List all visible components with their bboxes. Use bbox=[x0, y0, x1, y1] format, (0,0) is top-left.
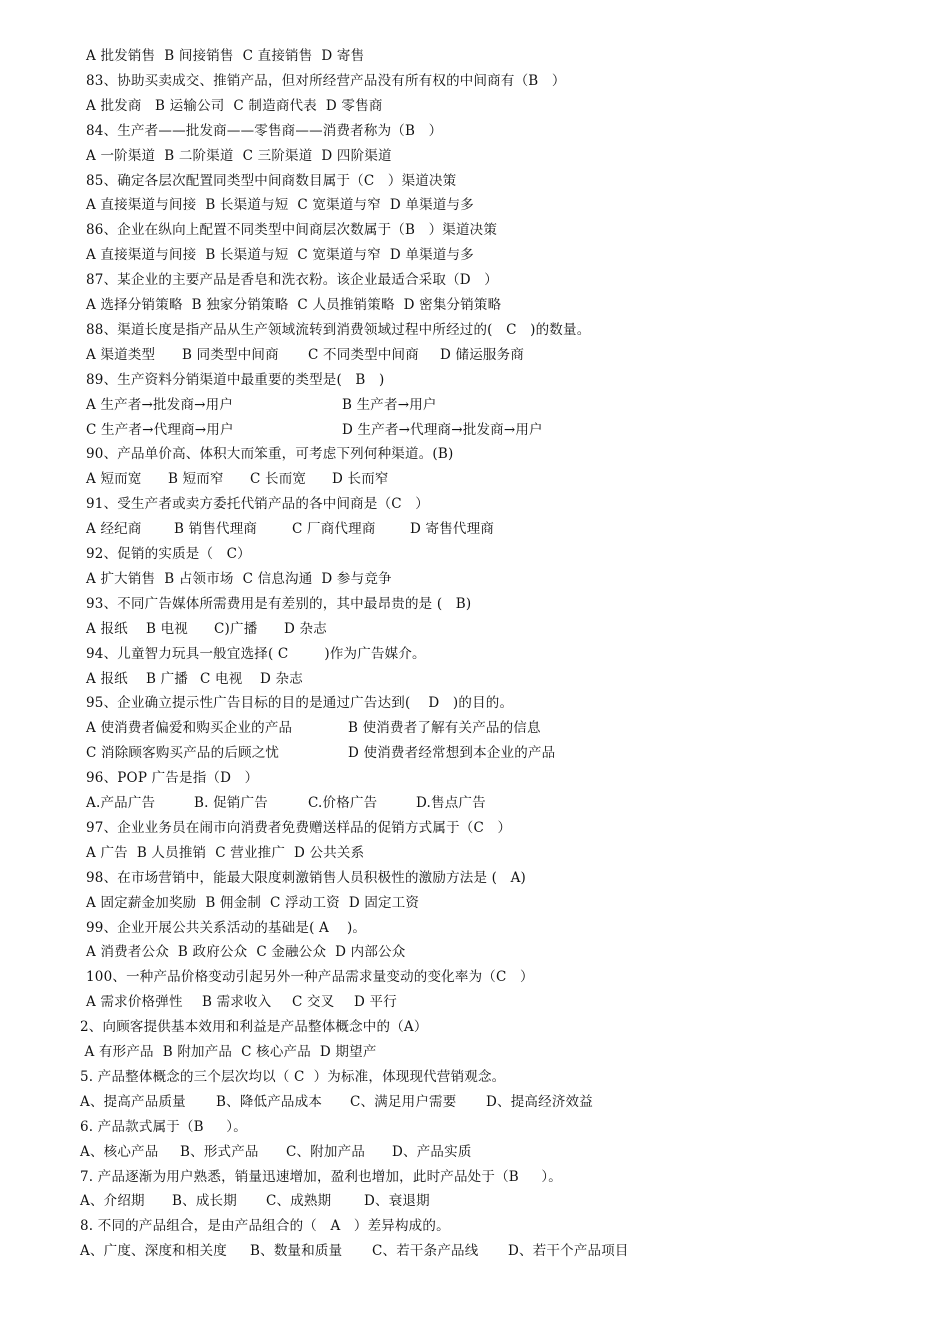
text-segment: A 批发商 B 运输公司 C 制造商代表 D 零售商 bbox=[86, 97, 383, 114]
text-segment: A 直接渠道与间接 B 长渠道与短 C 宽渠道与窄 D 单渠道与多 bbox=[86, 247, 474, 264]
text-segment: D、若干个产品项目 bbox=[508, 1243, 629, 1260]
text-segment: 6. 产品款式属于（B ）。 bbox=[80, 1118, 247, 1135]
text-segment: A 报纸 bbox=[86, 670, 128, 687]
text-segment: B 短而窄 bbox=[168, 471, 224, 488]
text-line bbox=[86, 617, 930, 642]
text-line bbox=[80, 1214, 930, 1239]
text-line bbox=[86, 642, 930, 667]
text-segment: 88、渠道长度是指产品从生产领域流转到消费领域过程中所经过的( C )的数量。 bbox=[86, 321, 591, 338]
text-line bbox=[86, 368, 930, 393]
text-segment: A 需求价格弹性 bbox=[86, 994, 183, 1011]
text-line bbox=[86, 517, 930, 542]
text-segment: A 广告 B 人员推销 C 营业推广 D 公共关系 bbox=[86, 844, 365, 861]
text-segment: 5. 产品整体概念的三个层次均以（ C ）为标准，体现现代营销观念。 bbox=[80, 1068, 506, 1085]
text-segment: A.产品广告 bbox=[86, 795, 156, 811]
text-line bbox=[86, 393, 930, 418]
text-segment: A 消费者公众 B 政府公众 C 金融公众 D 内部公众 bbox=[86, 944, 406, 961]
text-line bbox=[86, 940, 930, 965]
text-segment: B 销售代理商 bbox=[174, 521, 258, 538]
text-segment: A 有形产品 B 附加产品 C 核心产品 D 期望产 bbox=[80, 1044, 377, 1060]
text-segment: C 交叉 bbox=[292, 994, 335, 1011]
text-segment: C 不同类型中间商 bbox=[308, 346, 419, 363]
text-line bbox=[86, 891, 930, 916]
text-line bbox=[86, 318, 930, 343]
text-segment: A 经纪商 bbox=[86, 521, 142, 538]
text-line bbox=[86, 418, 930, 443]
text-line bbox=[86, 791, 930, 816]
text-segment: 89、生产资料分销渠道中最重要的类型是( B ) bbox=[86, 371, 385, 388]
text-segment: D 杂志 bbox=[284, 620, 327, 637]
text-segment: D 使消费者经常想到本企业的产品 bbox=[348, 745, 556, 762]
text-segment: D 寄售代理商 bbox=[410, 521, 495, 538]
text-segment: 2、向顾客提供基本效用和利益是产品整体概念中的（A） bbox=[80, 1019, 428, 1036]
text-segment: 95、企业确立提示性广告目标的目的是通过广告达到( D )的目的。 bbox=[86, 695, 514, 712]
text-segment: A 短而宽 bbox=[86, 471, 142, 488]
text-segment: B 需求收入 bbox=[202, 994, 272, 1011]
text-segment: D 平行 bbox=[354, 994, 397, 1011]
text-line bbox=[86, 841, 930, 866]
text-segment: C、成熟期 bbox=[266, 1193, 332, 1210]
text-segment: 83、协助买卖成交、推销产品，但对所经营产品没有所有权的中间商有（B ） bbox=[86, 72, 566, 89]
text-segment: B 电视 bbox=[146, 620, 189, 637]
text-segment: A、核心产品 bbox=[80, 1143, 159, 1160]
text-segment: A 选择分销策略 B 独家分销策略 C 人员推销策略 D 密集分销策略 bbox=[86, 297, 502, 313]
text-segment: D 杂志 bbox=[260, 670, 303, 687]
text-segment: 96、POP 广告是指（D ） bbox=[86, 770, 259, 787]
text-line bbox=[80, 1090, 930, 1115]
text-line bbox=[80, 1115, 930, 1140]
text-line bbox=[86, 193, 930, 218]
text-segment: B 同类型中间商 bbox=[182, 346, 279, 363]
text-segment: 87、某企业的主要产品是香皂和洗衣粉。该企业最适合采取（D ） bbox=[86, 272, 498, 289]
text-segment: B、成长期 bbox=[172, 1193, 237, 1210]
text-segment: C)广播 bbox=[214, 620, 258, 637]
text-segment: D 储运服务商 bbox=[440, 346, 525, 363]
text-segment: A 一阶渠道 B 二阶渠道 C 三阶渠道 D 四阶渠道 bbox=[86, 147, 392, 164]
text-segment: C 厂商代理商 bbox=[292, 521, 376, 538]
text-line bbox=[86, 542, 930, 567]
text-segment: A 报纸 bbox=[86, 620, 128, 637]
text-line bbox=[86, 916, 930, 941]
text-line bbox=[86, 44, 930, 69]
text-segment: C 长而宽 bbox=[250, 471, 307, 488]
text-segment: 85、确定各层次配置同类型中间商数目属于（C ）渠道决策 bbox=[86, 172, 457, 189]
text-line bbox=[86, 866, 930, 891]
text-line bbox=[86, 990, 930, 1015]
text-segment: A 使消费者偏爱和购买企业的产品 bbox=[86, 720, 293, 737]
text-segment: A 固定薪金加奖励 B 佣金制 C 浮动工资 D 固定工资 bbox=[86, 894, 420, 911]
text-line bbox=[86, 442, 930, 467]
text-line bbox=[86, 716, 930, 741]
text-segment: A、广度、深度和相关度 bbox=[80, 1243, 227, 1260]
text-line bbox=[86, 567, 930, 592]
text-segment: C 消除顾客购买产品的后顾之忧 bbox=[86, 745, 280, 762]
text-segment: 91、受生产者或卖方委托代销产品的各中间商是（C ） bbox=[86, 496, 429, 513]
text-segment: 90、产品单价高、体积大而笨重，可考虑下列何种渠道。(B) bbox=[86, 446, 454, 463]
text-line bbox=[86, 467, 930, 492]
text-segment: 98、在市场营销中，能最大限度刺激销售人员积极性的激励方法是 ( A) bbox=[86, 869, 527, 886]
text-segment: D、提高经济效益 bbox=[486, 1093, 593, 1110]
text-segment: A 生产者→批发商→用户 bbox=[86, 396, 234, 413]
text-line bbox=[86, 816, 930, 841]
text-segment: 7. 产品逐渐为用户熟悉，销量迅速增加，盈利也增加，此时产品处于（B ）。 bbox=[80, 1168, 562, 1185]
text-segment: 92、促销的实质是（ C） bbox=[86, 546, 251, 562]
text-segment: A 扩大销售 B 占领市场 C 信息沟通 D 参与竞争 bbox=[86, 570, 392, 587]
text-line bbox=[80, 1189, 930, 1214]
text-segment: 86、企业在纵向上配置不同类型中间商层次数属于（B ）渠道决策 bbox=[86, 222, 498, 239]
text-segment: 99、企业开展公共关系活动的基础是( A )。 bbox=[86, 919, 367, 936]
text-line bbox=[80, 1140, 930, 1165]
text-line bbox=[86, 691, 930, 716]
text-segment: 94、儿童智力玩具一般宜选择( C )作为广告媒介。 bbox=[86, 645, 426, 662]
text-segment: C 生产者→代理商→用户 bbox=[86, 421, 234, 438]
text-line bbox=[86, 965, 930, 990]
text-line bbox=[86, 343, 930, 368]
text-segment: C、满足用户需要 bbox=[350, 1093, 457, 1110]
text-segment: A、提高产品质量 bbox=[80, 1093, 186, 1110]
text-line bbox=[80, 1015, 930, 1040]
text-line bbox=[86, 492, 930, 517]
text-segment: 8. 不同的产品组合，是由产品组合的（ A ）差异构成的。 bbox=[80, 1218, 450, 1235]
text-segment: B 使消费者了解有关产品的信息 bbox=[348, 720, 541, 737]
text-segment: B、降低产品成本 bbox=[216, 1093, 323, 1110]
text-line bbox=[86, 169, 930, 194]
text-segment: 100、一种产品价格变动引起另外一种产品需求量变动的变化率为（C ） bbox=[86, 969, 534, 986]
text-segment: C、附加产品 bbox=[286, 1143, 366, 1160]
text-segment: C 电视 bbox=[200, 670, 243, 687]
text-line bbox=[86, 119, 930, 144]
text-segment: B 生产者→用户 bbox=[342, 396, 437, 413]
text-segment: D 生产者→代理商→批发商→用户 bbox=[342, 421, 543, 438]
text-segment: C.价格广告 bbox=[308, 795, 378, 811]
text-line bbox=[86, 243, 930, 268]
text-line bbox=[86, 592, 930, 617]
text-line bbox=[86, 667, 930, 692]
text-segment: A 批发销售 B 间接销售 C 直接销售 D 寄售 bbox=[86, 48, 365, 64]
text-segment: B、形式产品 bbox=[180, 1143, 259, 1160]
text-line bbox=[86, 741, 930, 766]
text-segment: B、数量和质量 bbox=[250, 1243, 343, 1260]
text-segment: D.售点广告 bbox=[416, 795, 486, 811]
text-line bbox=[80, 1239, 930, 1264]
text-segment: B 广播 bbox=[146, 670, 189, 687]
text-segment: 84、生产者——批发商——零售商——消费者称为（B ） bbox=[86, 122, 443, 139]
text-line bbox=[86, 268, 930, 293]
text-line bbox=[80, 1065, 930, 1090]
text-line bbox=[80, 1165, 930, 1190]
text-segment: A 直接渠道与间接 B 长渠道与短 C 宽渠道与窄 D 单渠道与多 bbox=[86, 197, 474, 214]
text-segment: C、若干条产品线 bbox=[372, 1243, 479, 1260]
text-segment: A 渠道类型 bbox=[86, 346, 156, 363]
text-line bbox=[86, 766, 930, 791]
text-line bbox=[86, 218, 930, 243]
text-line bbox=[86, 144, 930, 169]
text-segment: 97、企业业务员在闹市向消费者免费赠送样品的促销方式属于（C ） bbox=[86, 819, 512, 836]
text-segment: A、介绍期 bbox=[80, 1193, 145, 1210]
text-line bbox=[86, 94, 930, 119]
text-line bbox=[86, 69, 930, 94]
text-segment: D 长而窄 bbox=[332, 471, 389, 488]
text-segment: B. 促销广告 bbox=[194, 795, 268, 811]
text-line bbox=[86, 293, 930, 318]
text-segment: D、衰退期 bbox=[364, 1193, 430, 1210]
text-segment: D、产品实质 bbox=[392, 1143, 472, 1160]
text-segment: 93、不同广告媒体所需费用是有差别的，其中最昂贵的是 ( B) bbox=[86, 595, 472, 612]
text-line bbox=[80, 1040, 930, 1065]
